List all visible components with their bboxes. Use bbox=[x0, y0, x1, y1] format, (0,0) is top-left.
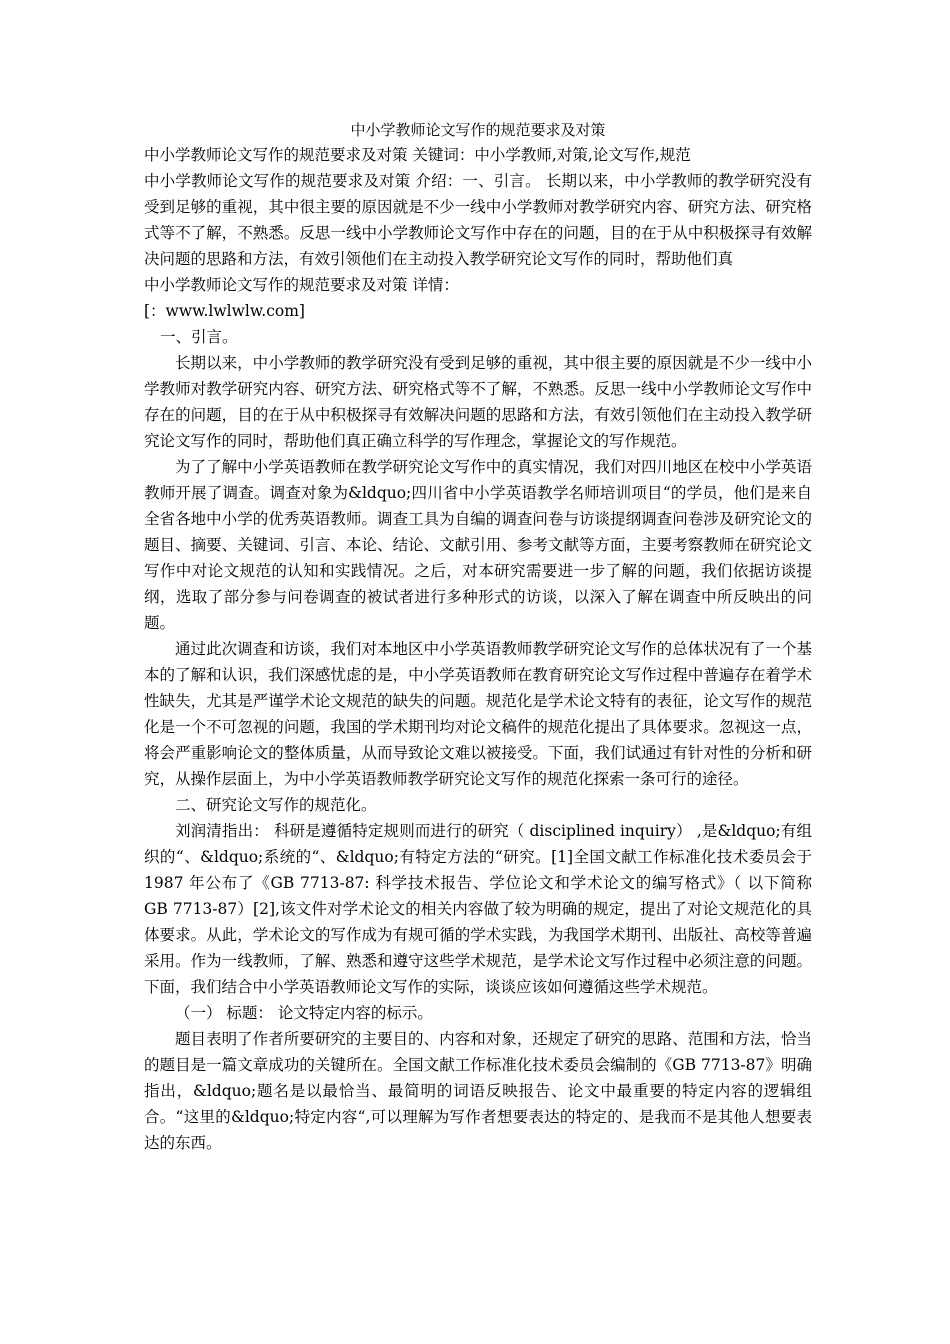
detail-heading: 中小学教师论文写作的规范要求及对策 详情： bbox=[144, 276, 459, 294]
paragraph-3: 通过此次调查和访谈，我们对本地区中小学英语教师教学研究论文写作的总体状况有了一个基本的了解和认识，我们深感忧虑的是，中小学英语教师在教育研究论文写作过程中普遍存在着学术性缺失，尤其是严谨学术论文规范的缺失的问题。规范化是学术论文特有的表征，论文写作的规范化是一个不可忽视的问题，我国的学术期刊均对论文稿件的规范化提出了具体要求。忽视这一点，将会严重影响论文的整体质量，从而导致论文难以被接受。下面，我们试通过有针对性的分析和研究，从操作层面上，为中小学英语教师教学研究论文写作的规范化探索一条可行的途径。 bbox=[144, 640, 812, 788]
paragraph-1: 长期以来，中小学教师的教学研究没有受到足够的重视，其中很主要的原因就是不少一线中小学教师对教学研究内容、研究方法、研究格式等不了解，不熟悉。反思一线中小学教师论文写作中存在的问题，目的在于从中积极探寻有效解决问题的思路和方法，有效引领他们在主动投入教学研究论文写作的同时，帮助他们真正确立科学的写作理念，掌握论文的写作规范。 bbox=[144, 354, 812, 450]
paragraph-4: 刘润清指出： 科研是遵循特定规则而进行的研究（ disciplined inquiry） ,是&ldquo;有组织的“、&ldquo;系统的“、&ldquo;有特定方法的“研究。[1]全国文献工作标准化技术委员会于 1987 年公布了《GB 7713-87: 科学技术报告、学位论文和学术论文的编写格式》（ 以下简称 GB 7713-87）[2],该文件对学术论文的相关内容做了较为明确的规定，提出了对论文规范化的具体要求。从此，学术论文的写作成为有规可循的学术实践，为我国学术期刊、出版社、高校等普遍采用。作为一线教师，了解、熟悉和遵守这些学术规范，是学术论文写作过程中必须注意的问题。下面，我们结合中小学英语教师论文写作的实际，谈谈应该如何遵循这些学术规范。 bbox=[144, 822, 812, 996]
keywords-line: 中小学教师论文写作的规范要求及对策 关键词：中小学教师,对策,论文写作,规范 bbox=[144, 146, 691, 164]
source-link[interactable]: [：www.lwlwlw.com] bbox=[144, 302, 305, 320]
section-heading-intro: 一、引言。 bbox=[160, 328, 238, 346]
document-page bbox=[144, 120, 812, 1156]
document-title: 中小学教师论文写作的规范要求及对策 bbox=[350, 121, 606, 139]
subsection-heading-title: （一） 标题： 论文特定内容的标示。 bbox=[175, 1004, 433, 1022]
paragraph-2: 为了了解中小学英语教师在教学研究论文写作中的真实情况，我们对四川地区在校中小学英语教师开展了调查。调查对象为&ldquo;四川省中小学英语教学名师培训项目“的学员，他们是来自全省各地中小学的优秀英语教师。调查工具为自编的调查问卷与访谈提纲调查问卷涉及研究论文的题目、摘要、关键词、引言、本论、结论、文献引用、参考文献等方面，主要考察教师在研究论文写作中对论文规范的认知和实践情况。之后，对本研究需要进一步了解的问题，我们依据访谈提纲，选取了部分参与问卷调查的被试者进行多种形式的访谈，以深入了解在调查中所反映出的问题。 bbox=[144, 458, 812, 632]
intro-summary: 中小学教师论文写作的规范要求及对策 介绍：一、引言。 长期以来，中小学教师的教学研究没有受到足够的重视，其中很主要的原因就是不少一线中小学教师对教学研究内容、研究方法、研究格式等不了解，不熟悉。反思一线中小学教师论文写作中存在的问题，目的在于从中积极探寻有效解决问题的思路和方法，有效引领他们在主动投入教学研究论文写作的同时，帮助他们真 bbox=[144, 172, 812, 268]
paragraph-5: 题目表明了作者所要研究的主要目的、内容和对象，还规定了研究的思路、范围和方法，恰当的题目是一篇文章成功的关键所在。全国文献工作标准化技术委员会编制的《GB 7713-87》明确指出，&ldquo;题名是以最恰当、最简明的词语反映报告、论文中最重要的特定内容的逻辑组合。“这里的&ldquo;特定内容“,可以理解为写作者想要表达的特定的、是我而不是其他人想要表达的东西。 bbox=[144, 1030, 812, 1152]
section-heading-norms: 二、研究论文写作的规范化。 bbox=[175, 796, 377, 814]
